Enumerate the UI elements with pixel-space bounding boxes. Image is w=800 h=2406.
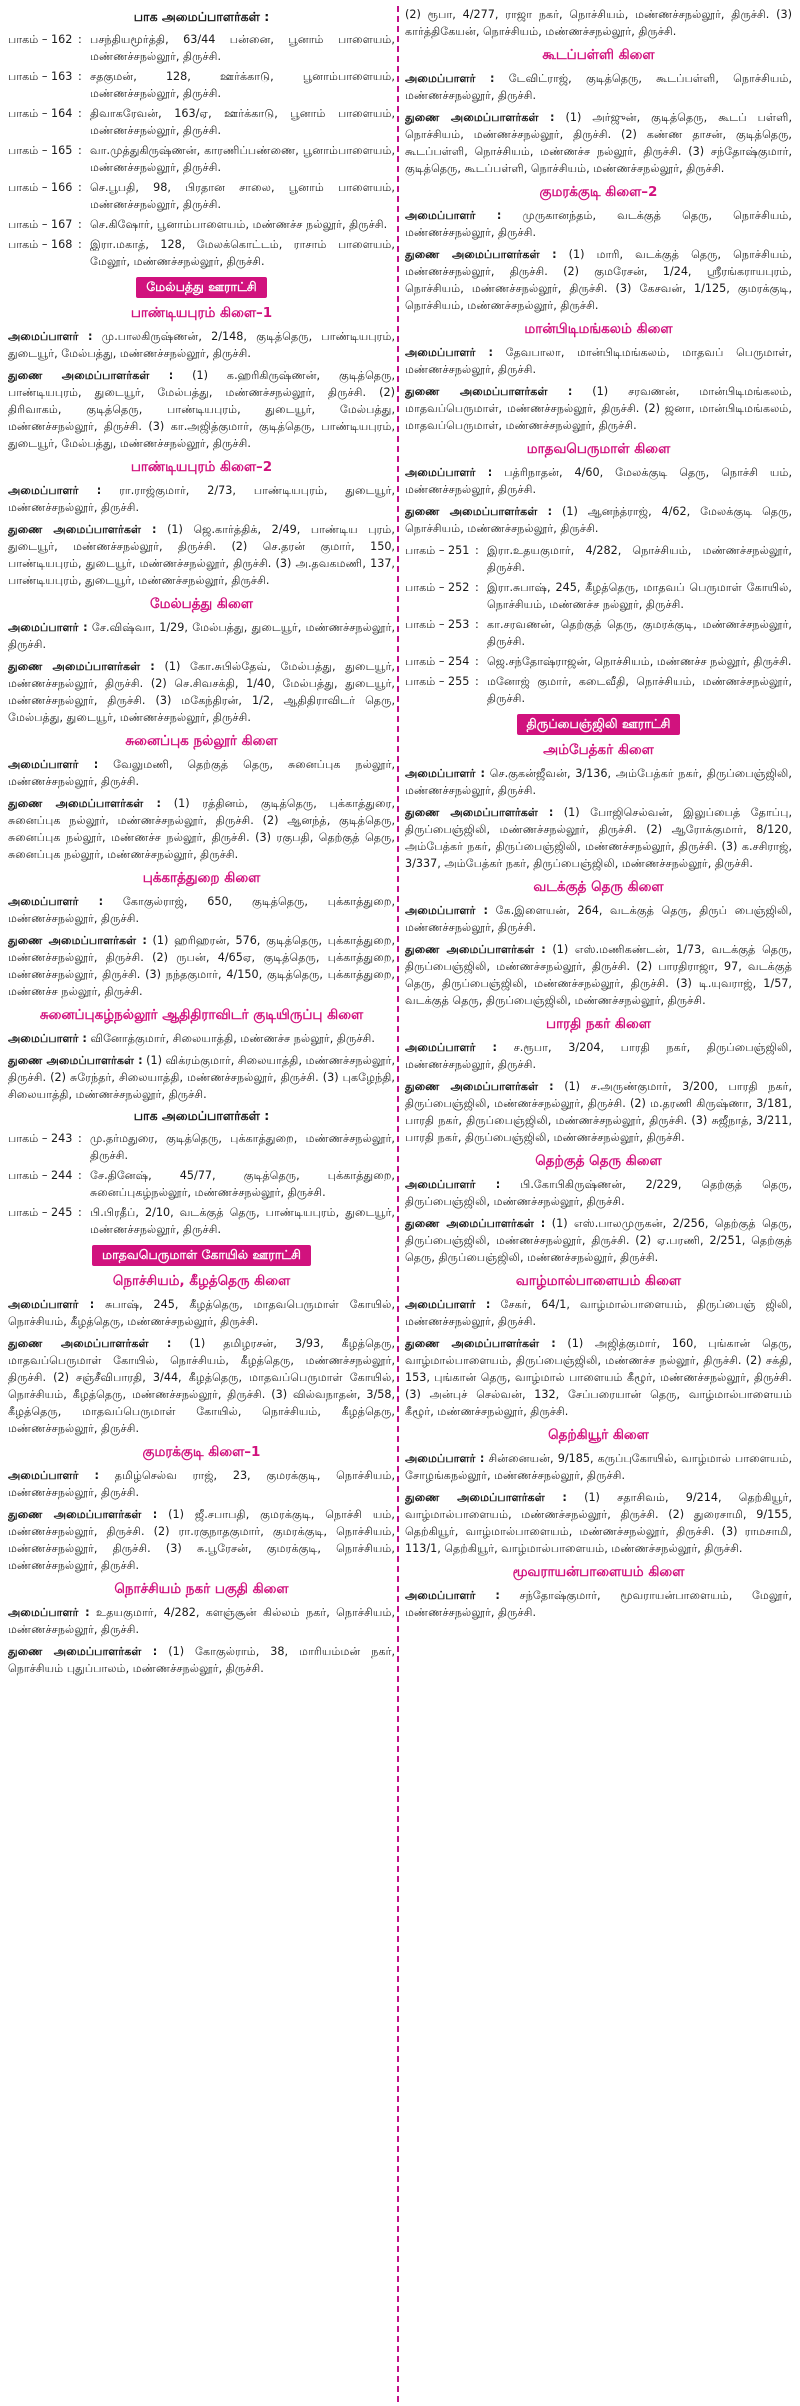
organizer-text: வேலுமணி, தெற்குத் தெரு, சுனைப்புக நல்லூர், மண்ணச்சநல்லூர், திருச்சி. bbox=[8, 758, 395, 788]
deputy-entry bbox=[8, 1506, 395, 1574]
organizer-text: ச.ரூபா, 3/204, பாரதி நகர், திருப்பைஞ்ஜிலி, மண்ணச்சநல்லூர், திருச்சி. bbox=[405, 1041, 792, 1071]
deputy-entry bbox=[405, 1078, 792, 1146]
organizer-label: அமைப்பாளர் : bbox=[405, 904, 488, 917]
booth-section-heading: பாக அமைப்பாளர்கள் : bbox=[133, 9, 270, 24]
deputy-entry bbox=[8, 521, 395, 589]
booth-number: பாகம் – 168 bbox=[8, 238, 73, 251]
branch-title: அம்பேத்கர் கிளை bbox=[543, 742, 654, 758]
deputy-entry bbox=[405, 246, 792, 314]
booth-organizer: ஜெ.சந்தோஷ்ராஜன், நொச்சியம், மண்ணச்ச நல்லூர், திருச்சி. bbox=[487, 655, 792, 668]
organizer-label: அமைப்பாளர் : bbox=[405, 346, 493, 359]
organizer-text: உதயகுமார், 4/282, களஞ்சூன் கில்லம் நகர், நொச்சியம், மண்ணச்சநல்லூர், திருச்சி. bbox=[8, 1606, 395, 1636]
organizer-entry bbox=[8, 619, 395, 653]
booth-number: பாகம் – 164 bbox=[8, 107, 73, 120]
deputy-label: துணை அமைப்பாளர்கள் : bbox=[405, 248, 557, 261]
organizer-text: செ.குகன்ஜீவன், 3/136, அம்பேத்கர் நகர், திருப்பைஞ்ஜிலி, மண்ணச்சநல்லூர், திருச்சி. bbox=[405, 767, 792, 797]
organizer-text: சே.விஷ்வா, 1/29, மேல்பத்து, துடையூர், மண்ணச்சநல்லூர், திருச்சி. bbox=[8, 621, 395, 651]
deputy-label: துணை அமைப்பாளர்கள் : bbox=[405, 1491, 567, 1504]
deputy-text: (1) போஜிசெல்வன், இலுப்பைத் தோப்பு, திருப்பைஞ்ஜிலி, மண்ணச்சநல்லூர், திருச்சி. (2) ஆரோக்குமார், 8/120, அம்பேத்கர் நகர், திருப்பைஞ்ஜிலி, மண்ணச்சநல்லூர், திருச்சி. (3) க.சசிராஜ், 3/337, அம்பேத்கர் நகர், திருப்பைஞ்ஜிலி, மண்ணச்சநல்லூர், திருச்சி. bbox=[405, 806, 792, 870]
deputy-label: துணை அமைப்பாளர்கள் : bbox=[8, 934, 147, 947]
deputy-label: துணை அமைப்பாளர்கள் : bbox=[8, 1337, 172, 1350]
booth-organizer: இரா.உதயகுமார், 4/282, நொச்சியம், மண்ணச்சநல்லூர், திருச்சி. bbox=[487, 544, 792, 574]
booth-separator: : bbox=[78, 33, 82, 46]
organizer-label: அமைப்பாளர் : bbox=[405, 1298, 491, 1311]
organizer-label: அமைப்பாளர் : bbox=[8, 484, 102, 497]
deputy-text: (1) தமிழரசன், 3/93, கீழத்தெரு, மாதவப்பெருமாள் கோயில், நொச்சியம், கீழத்தெரு, மண்ணச்சநல்லூர், திருச்சி. (2) சஞ்சீவிபாரதி, 3/44, கீழத்தெரு, மாதவப்பெருமாள் கோயில், நொச்சியம், கீழத்தெரு, மண்ணச்சநல்லூர், திருச்சி. (3) வில்வநாதன், 3/58, கீழத்தெரு, மாதவப்பெருமாள் கோயில், நொச்சியம், கீழத்தெரு, மண்ணச்சநல்லூர், திருச்சி. bbox=[8, 1337, 395, 1435]
deputy-label: துணை அமைப்பாளர்கள் : bbox=[405, 1080, 554, 1093]
booth-number: பாகம் – 167 bbox=[8, 218, 73, 231]
deputy-entry bbox=[405, 1215, 792, 1266]
organizer-entry bbox=[8, 1467, 395, 1501]
organizer-label: அமைப்பாளர் : bbox=[8, 1032, 87, 1045]
right-column bbox=[405, 6, 792, 2402]
organizer-label: அமைப்பாளர் : bbox=[405, 1452, 485, 1465]
deputy-text: (1) க.ஹரிகிருஷ்ணன், குடித்தெரு, பாண்டியபுரம், துடையூர், மேல்பத்து, மண்ணச்சநல்லூர், திருச்சி. (2) திரிவாகம், குடித்தெரு, பாண்டியபுரம், துடையூர், மேல்பத்து, மண்ணச்சநல்லூர், திருச்சி. (3) கா.அஜித்குமார், குடித்தெரு, பாண்டியபுரம், துடையூர், மேல்பத்து, மண்ணச்சநல்லூர், திருச்சி. bbox=[8, 369, 395, 450]
branch-title: பாரதி நகர் கிளை bbox=[546, 1016, 651, 1032]
deputy-text: (1) ஜீ.சபாபதி, குமரக்குடி, நொச்சி யம், மண்ணச்சநல்லூர், திருச்சி. (2) ரா.ரகுநாதகுமார், குமரக்குடி, நொச்சியம், மண்ணச்சநல்லூர், திருச்சி. (3) சு.பூரேசன், குமரக்குடி, நொச்சியம், மண்ணச்சநல்லூர், திருச்சி. bbox=[8, 1508, 395, 1572]
deputy-text: (1) சரவணன், மான்பிடிமங்கலம், மாதவப்பெருமாள், மண்ணச்சநல்லூர், திருச்சி. (2) ஜனா, மான்பிடிமங்கலம், மாதவப்பெருமாள், மண்ணச்சநல்லூர், திருச்சி. bbox=[405, 385, 792, 432]
organizer-text: பி.கோபிகிருஷ்ணன், 2/229, தெற்குத் தெரு, திருப்பைஞ்ஜிலி, மண்ணச்சநல்லூர், திருச்சி. bbox=[405, 1178, 792, 1208]
deputy-text: (1) ஹரிஹரன், 576, குடித்தெரு, புக்காத்துறை, மண்ணச்சநல்லூர், திருச்சி. (2) ருபன், 4/65ஏ, குடித்தெரு, புக்காத்துறை, மண்ணச்சநல்லூர், திருச்சி. (3) நந்தகுமார், 4/150, குடித்தெரு, புக்காத்துறை, மண்ணச்ச நல்லூர், திருச்சி. bbox=[8, 934, 395, 998]
organizer-entry bbox=[405, 344, 792, 378]
organizer-text: தமிழ்செல்வ ராஜ், 23, குமரக்குடி, நொச்சியம், மண்ணச்சநல்லூர், திருச்சி. bbox=[8, 1469, 395, 1499]
organizer-entry bbox=[405, 464, 792, 498]
organizer-label: அமைப்பாளர் : bbox=[405, 209, 502, 222]
booth-row bbox=[405, 616, 792, 650]
organizer-entry bbox=[405, 1450, 792, 1484]
booth-organizer: கா.சரவணன், தெற்குத் தெரு, குமரக்குடி, மண்ணச்சநல்லூர், திருச்சி. bbox=[487, 618, 792, 648]
deputy-entry bbox=[405, 503, 792, 537]
organizer-label: அமைப்பாளர் : bbox=[405, 72, 495, 85]
booth-organizer: சே.தினேஷ், 45/77, குடித்தெரு, புக்காத்துறை, சுனைப்புகழ்நல்லூர், மண்ணச்சநல்லூர், திருச்சி. bbox=[90, 1169, 395, 1199]
deputy-text: (1) கோகுல்ராம், 38, மாரியம்மன் நகர், நொச்சியம் புதுப்பாலம், மண்ணச்சநல்லூர், திருச்சி. bbox=[8, 1645, 395, 1675]
organizer-entry bbox=[8, 328, 395, 362]
branch-title: வாழ்மால்பாளையம் கிளை bbox=[515, 1273, 682, 1289]
booth-row bbox=[8, 179, 395, 213]
panchayat-label: மாதவபெருமாள் கோயில் ஊராட்சி bbox=[92, 1245, 311, 1266]
branch-title: குமரக்குடி கிளை–2 bbox=[539, 184, 658, 200]
deputy-entry bbox=[405, 1335, 792, 1420]
organizer-text: வினோத்குமார், சிலையாத்தி, மண்ணச்ச நல்லூர், திருச்சி. bbox=[90, 1032, 375, 1045]
booth-row bbox=[8, 105, 395, 139]
deputy-label: துணை அமைப்பாளர்கள் : bbox=[405, 806, 554, 819]
deputy-text: (1) எஸ்.பாலமுருகன், 2/256, தெற்குத் தெரு, திருப்பைஞ்ஜிலி, மண்ணச்சநல்லூர், திருச்சி. (2) ஏ.பரணி, 2/251, தெற்குத் தெரு, திருப்பைஞ்ஜிலி, மண்ணச்சநல்லூர், திருச்சி. bbox=[405, 1217, 792, 1264]
organizer-label: அமைப்பாளர் : bbox=[8, 758, 99, 771]
deputy-label: துணை அமைப்பாளர்கள் : bbox=[405, 385, 573, 398]
booth-separator: : bbox=[475, 675, 479, 688]
booth-row bbox=[405, 542, 792, 576]
deputy-entry bbox=[405, 109, 792, 177]
branch-title: புக்காத்துறை கிளை bbox=[142, 870, 261, 886]
deputy-text: (1) ரத்தினம், குடித்தெரு, புக்காத்துரை, சுனைப்புக நல்லூர், மண்ணச்சநல்லூர், திருச்சி. (2) ஆனந்த், குடித்தெரு, சுனைப்புக நல்லூர், மண்ணச்ச நல்லூர், திருச்சி. (3) ரகுபதி, தெற்குத் தெரு, சுனைப்புக நல்லூர், மண்ணச்சநல்லூர், திருச்சி. bbox=[8, 797, 395, 861]
organizer-text: சுபாஷ், 245, கீழத்தெரு, மாதவபெருமாள் கோயில், நொச்சியம், கீழத்தெரு, மண்ணச்சநல்லூர், திருச்சி. bbox=[8, 1298, 395, 1328]
organizer-text: பத்ரிநாதன், 4/60, மேலக்குடி தெரு, நொச்சி யம், மண்ணச்சநல்லூர், திருச்சி. bbox=[405, 466, 792, 496]
deputy-entry bbox=[8, 658, 395, 726]
deputy-label: துணை அமைப்பாளர்கள் : bbox=[8, 369, 174, 382]
panchayat-label: திருப்பைஞ்ஜிலி ஊராட்சி bbox=[517, 714, 681, 735]
branch-title: நொச்சியம், கீழத்தெரு கிளை bbox=[112, 1273, 291, 1289]
booth-number: பாகம் – 243 bbox=[8, 1132, 73, 1145]
deputy-text: (1) ச.அருண்குமார், 3/200, பாரதி நகர், திருப்பைஞ்ஜிலி, மண்ணச்சநல்லூர், திருச்சி. (2) ம.தரணி கிருஷ்ணா, 3/181, பாரதி நகர், திருப்பைஞ்ஜிலி, மண்ணச்சநல்லூர், திருச்சி. (3) சுஜீநாத், 3/211, பாரதி நகர், திருப்பைஞ்ஜிலி, மண்ணச்சநல்லூர், திருச்சி. bbox=[405, 1080, 792, 1144]
deputy-text: (1) எஸ்.மணிகண்டன், 1/73, வடக்குத் தெரு, திருப்பைஞ்ஜிலி, மண்ணச்சநல்லூர், திருச்சி. (2) பாரதிராஜா, 97, வடக்குத் தெரு, திருப்பைஞ்ஜிலி, மண்ணச்சநல்லூர், திருச்சி. (3) டி.யுவராஜ், 1/57, வடக்குத் தெரு, திருப்பைஞ்ஜிலி, மண்ணச்சநல்லூர், திருச்சி. bbox=[405, 943, 792, 1007]
deputy-text: (1) ஜெ.கார்த்திக், 2/49, பாண்டிய புரம், துடையூர், மண்ணச்சநல்லூர், திருச்சி. (2) செ.தரன் குமார், 150, பாண்டியபுரம், துடையூர், மண்ணச்சநல்லூர், திருச்சி. (3) அ.தவகமணி, 137, பாண்டியபுரம், துடையூர், மண்ணச்சநல்லூர், திருச்சி. bbox=[8, 523, 395, 587]
booth-organizer: மு.தர்மதுரை, குடித்தெரு, புக்காத்துறை, மண்ணச்சநல்லூர், திருச்சி. bbox=[90, 1132, 395, 1162]
organizer-entry bbox=[405, 1296, 792, 1330]
branch-title: மேல்பத்து கிளை bbox=[150, 596, 253, 612]
booth-number: பாகம் – 255 bbox=[405, 675, 470, 688]
panchayat-label: மேல்பத்து ஊராட்சி bbox=[136, 277, 266, 298]
booth-separator: : bbox=[78, 144, 82, 157]
deputy-entry bbox=[8, 1643, 395, 1677]
organizer-text: மு.பாலகிருஷ்ணன், 2/148, குடித்தெரு, பாண்டியபுரம், துடையூர், மேல்பத்து, மண்ணச்சநல்லூர், திருச்சி. bbox=[8, 330, 395, 360]
deputy-label: துணை அமைப்பாளர்கள் : bbox=[8, 523, 157, 536]
booth-row bbox=[8, 216, 395, 233]
booth-number: பாகம் – 163 bbox=[8, 70, 73, 83]
booth-organizer: இரா.சுபாஷ், 245, கீழத்தெரு, மாதவப் பெருமாள் கோயில், நொச்சியம், மண்ணச்ச நல்லூர், திருச்சி. bbox=[487, 581, 792, 611]
branch-title: குமரக்குடி கிளை–1 bbox=[142, 1444, 261, 1460]
deputy-entry bbox=[8, 932, 395, 1000]
organizer-entry bbox=[405, 1176, 792, 1210]
deputy-entry bbox=[405, 941, 792, 1009]
organizer-text: கோகுல்ராஜ், 650, குடித்தெரு, புக்காத்துறை, மண்ணச்சநல்லூர், திருச்சி. bbox=[8, 895, 395, 925]
deputy-label: துணை அமைப்பாளர்கள் : bbox=[405, 505, 553, 518]
booth-row bbox=[8, 142, 395, 176]
booth-separator: : bbox=[475, 618, 479, 631]
booth-organizer: பசந்தியமூர்த்தி, 63/44 பன்னை, பூனாம் பாளையம், மண்ணச்சநல்லூர், திருச்சி. bbox=[90, 33, 395, 63]
booth-separator: : bbox=[475, 655, 479, 668]
booth-section-heading: பாக அமைப்பாளர்கள் : bbox=[133, 1108, 270, 1123]
deputy-label: துணை அமைப்பாளர்கள் : bbox=[8, 1645, 158, 1658]
organizer-label: அமைப்பாளர் : bbox=[405, 466, 493, 479]
booth-row bbox=[8, 68, 395, 102]
branch-title: வடக்குத் தெரு கிளை bbox=[533, 879, 664, 895]
booth-organizer: திவாகரேவன், 163/ஏ, ஊர்க்காடு, பூனாம் பாளையம், மண்ணச்சநல்லூர், திருச்சி. bbox=[90, 107, 395, 137]
deputy-label: துணை அமைப்பாளர்கள் : bbox=[8, 1054, 143, 1067]
organizer-entry bbox=[8, 893, 395, 927]
booth-row bbox=[8, 31, 395, 65]
organizer-text: சின்னையன், 9/185, கருப்புகோயில், வாழ்மால் பாளையம், சோழங்கநல்லூர், மண்ணச்சநல்லூர், திருச்சி. bbox=[405, 1452, 792, 1482]
deputy-label: துணை அமைப்பாளர்கள் : bbox=[8, 1508, 158, 1521]
booth-separator: : bbox=[78, 1169, 82, 1182]
deputy-text: (1) ஆனந்த்ராஜ், 4/62, மேலக்குடி தெரு, நொச்சியம், மண்ணச்சநல்லூர், திருச்சி. bbox=[405, 505, 792, 535]
organizer-label: அமைப்பாளர் : bbox=[405, 1178, 501, 1191]
organizer-label: அமைப்பாளர் : bbox=[8, 621, 88, 634]
organizer-entry bbox=[405, 1039, 792, 1073]
continued-deputy-text: (2) ரூபா, 4/277, ராஜா நகர், நொச்சியம், மண்ணச்சநல்லூர், திருச்சி. (3) கார்த்திகேயன், நொச்சியம், மண்ணச்சநல்லூர், திருச்சி. bbox=[405, 8, 792, 38]
organizer-label: அமைப்பாளர் : bbox=[8, 330, 93, 343]
organizer-text: தேவபாலா, மான்பிடிமங்கலம், மாதவப் பெருமாள், மண்ணச்சநல்லூர், திருச்சி. bbox=[405, 346, 792, 376]
organizer-label: அமைப்பாளர் : bbox=[8, 1469, 99, 1482]
booth-separator: : bbox=[475, 544, 479, 557]
panchayat-heading bbox=[8, 1244, 395, 1266]
booth-separator: : bbox=[78, 218, 82, 231]
deputy-label: துணை அமைப்பாளர்கள் : bbox=[405, 943, 546, 956]
organizer-entry bbox=[405, 765, 792, 799]
organizer-entry bbox=[405, 902, 792, 936]
branch-title: பாண்டியபுரம் கிளை–1 bbox=[130, 305, 273, 321]
booth-organizer: செ.பூபதி, 98, பிரதான சாலை, பூனாம் பாளையம், மண்ணச்சநல்லூர், திருச்சி. bbox=[90, 181, 395, 211]
branch-title: மாதவபெருமாள் கிளை bbox=[526, 441, 671, 457]
organizer-entry bbox=[405, 207, 792, 241]
branch-title: தெற்கியூர் கிளை bbox=[548, 1427, 649, 1443]
booth-organizer: செ.கிஷோர், பூனாம்பாளையம், மண்ணச்ச நல்லூர், திருச்சி. bbox=[90, 218, 388, 231]
deputy-entry bbox=[8, 367, 395, 452]
booth-row bbox=[8, 1167, 395, 1201]
deputy-entry bbox=[8, 1335, 395, 1437]
deputy-label: துணை அமைப்பாளர்கள் : bbox=[405, 111, 555, 124]
booth-row bbox=[8, 1204, 395, 1238]
deputy-entry bbox=[8, 795, 395, 863]
deputy-entry bbox=[405, 1489, 792, 1557]
deputy-text: (1) மாரி, வடக்குத் தெரு, நொச்சியம், மண்ணச்சநல்லூர், திருச்சி. (2) குமரேசன், 1/24, ஸ்ரீரங்கராயபுரம், நொச்சியம், மண்ணச்சநல்லூர், திருச்சி. (3) கேசவன், 1/125, குமரக்குடி, நொச்சியம், மண்ணச்சநல்லூர், திருச்சி. bbox=[405, 248, 792, 312]
branch-title: பாண்டியபுரம் கிளை–2 bbox=[130, 459, 273, 475]
branch-title: தெற்குத் தெரு கிளை bbox=[535, 1153, 662, 1169]
organizer-label: அமைப்பாளர் : bbox=[405, 1589, 500, 1602]
deputy-label: துணை அமைப்பாளர்கள் : bbox=[8, 660, 155, 673]
deputy-entry bbox=[405, 804, 792, 872]
booth-row bbox=[405, 653, 792, 670]
booth-row bbox=[8, 236, 395, 270]
branch-title: சுனைப்புக நல்லூர் கிளை bbox=[125, 733, 278, 749]
booth-number: பாகம் – 165 bbox=[8, 144, 73, 157]
organizer-text: சந்தோஷ்குமார், மூவராயன்பாளையம், மேலூர், மண்ணச்சநல்லூர், திருச்சி. bbox=[405, 1589, 792, 1619]
organizer-label: அமைப்பாளர் : bbox=[8, 1606, 90, 1619]
booth-row bbox=[8, 1130, 395, 1164]
branch-title: கூடப்பள்ளி கிளை bbox=[542, 47, 655, 63]
organizer-text: ரா.ராஜ்குமார், 2/73, பாண்டியபுரம், துடையூர், மண்ணச்சநல்லூர், திருச்சி. bbox=[8, 484, 395, 514]
deputy-text: (1) அர்ஜுன், குடித்தெரு, கூடப் பள்ளி, நொச்சியம், மண்ணச்சநல்லூர், திருச்சி. (2) கண்ண தாசன், குடித்தெரு, கூடப்பள்ளி, நொச்சியம், மண்ணச்ச நல்லூர், திருச்சி. (3) சந்தோஷ்குமார், குடித்தெரு, கூடப்பள்ளி, நொச்சியம், மண்ணச்சநல்லூர், திருச்சி. bbox=[405, 111, 792, 175]
organizer-entry bbox=[8, 482, 395, 516]
booth-row bbox=[405, 673, 792, 707]
branch-title: மான்பிடிமங்கலம் கிளை bbox=[524, 321, 673, 337]
deputy-text: (1) சதாசிவம், 9/214, தெற்கியூர், வாழ்மால்பாளையம், மண்ணச்சநல்லூர், திருச்சி. (2) துரைசாமி, 9/155, தெற்கியூர், வாழ்மால்பாளையம், மண்ணச்சநல்லூர், திருச்சி. (3) ராமசாமி, 113/1, தெற்கியூர், வாழ்மால்பாளையம், மண்ணச்சநல்லூர், திருச்சி. bbox=[405, 1491, 792, 1555]
organizer-entry bbox=[8, 1296, 395, 1330]
booth-row bbox=[405, 579, 792, 613]
organizer-entry bbox=[405, 70, 792, 104]
booth-organizer: பி.பிரதீப், 2/10, வடக்குத் தெரு, பாண்டியபுரம், துடையூர், மண்ணச்சநல்லூர், திருச்சி. bbox=[90, 1206, 395, 1236]
booth-separator: : bbox=[78, 70, 82, 83]
deputy-entry bbox=[8, 1052, 395, 1103]
booth-organizer: இரா.மகாத், 128, மேலக்கொட்டம், ராசாம் பாளையம், மேலூர், மண்ணச்சநல்லூர், திருச்சி. bbox=[90, 238, 395, 268]
booth-organizer: மனோஜ் குமார், கடைவீதி, நொச்சியம், மண்ணச்சநல்லூர், திருச்சி. bbox=[487, 675, 792, 705]
organizer-label: அமைப்பாளர் : bbox=[405, 1041, 497, 1054]
deputy-entry bbox=[405, 383, 792, 434]
deputy-text: (1) அஜித்குமார், 160, புங்கான் தெரு, வாழ்மால்பாளையம், திருப்பைஞ்ஜிலி, மண்ணச்ச நல்லூர், திருச்சி. (2) சக்தி, 153, புங்கான் தெரு, வாழ்மால் பாளையம் கீழூர், மண்ணச்சநல்லூர், திருச்சி. (3) அன்புச் செல்வன், 132, சேப்பரையான் தெரு, வாழ்மால்பாளையம் கீழூர், மண்ணச்சநல்லூர், திருச்சி. bbox=[405, 1337, 792, 1418]
panchayat-heading bbox=[405, 713, 792, 735]
deputy-text: (1) விக்ரம்குமார், சிலையாத்தி, மண்ணச்சநல்லூர், திருச்சி. (2) சுரேந்தர், சிலையாத்தி, மண்ணச்சநல்லூர், திருச்சி. (3) புகழேந்தி, சிலையாத்தி, மண்ணச்சநல்லூர், திருச்சி. bbox=[8, 1054, 395, 1101]
column-divider bbox=[397, 6, 399, 2402]
booth-organizer: சதகுமன், 128, ஊர்க்காடு, பூனாம்பாளையம், மண்ணச்சநல்லூர், திருச்சி. bbox=[90, 70, 395, 100]
organizer-text: முருகானந்தம், வடக்குத் தெரு, நொச்சியம், மண்ணச்சநல்லூர், திருச்சி. bbox=[405, 209, 792, 239]
organizer-entry bbox=[8, 756, 395, 790]
branch-title: நொச்சியம் நகர் பகுதி கிளை bbox=[114, 1581, 289, 1597]
branch-title: சுனைப்புகழ்நல்லூர் ஆதிதிராவிடர் குடியிருப்பு கிளை bbox=[39, 1007, 364, 1023]
booth-organizer: வா.முத்துகிருஷ்ணன், காரணிப்பண்ணை, பூனாம்பாளையம், மண்ணச்சநல்லூர், திருச்சி. bbox=[90, 144, 395, 174]
organizer-entry bbox=[405, 1587, 792, 1621]
booth-number: பாகம் – 162 bbox=[8, 33, 73, 46]
booth-number: பாகம் – 166 bbox=[8, 181, 73, 194]
organizer-text: சேகர், 64/1, வாழ்மால்பாளையம், திருப்பைஞ் ஜிலி, மண்ணச்சநல்லூர், திருச்சி. bbox=[405, 1298, 792, 1328]
booth-separator: : bbox=[78, 1206, 82, 1219]
deputy-label: துணை அமைப்பாளர்கள் : bbox=[8, 797, 161, 810]
booth-number: பாகம் – 244 bbox=[8, 1169, 73, 1182]
organizer-label: அமைப்பாளர் : bbox=[8, 1298, 95, 1311]
booth-separator: : bbox=[78, 181, 82, 194]
organizer-text: கே.இளையன், 264, வடக்குத் தெரு, திருப் பைஞ்ஜிலி, மண்ணச்சநல்லூர், திருச்சி. bbox=[405, 904, 792, 934]
deputy-text: (1) கோ.சுபில்தேவ், மேல்பத்து, துடையூர், மண்ணச்சநல்லூர், திருச்சி. (2) செ.சிவசக்தி, 1/40, மேல்பத்து, துடையூர், மண்ணச்சநல்லூர், திருச்சி. (3) மகேந்திரன், 1/2, ஆதிதிராவிடர் தெரு, மேல்பத்து, துடையூர், மண்ணச்சநல்லூர், திருச்சி. bbox=[8, 660, 395, 724]
booth-number: பாகம் – 253 bbox=[405, 618, 470, 631]
organizer-label: அமைப்பாளர் : bbox=[405, 767, 485, 780]
booth-number: பாகம் – 245 bbox=[8, 1206, 73, 1219]
booth-separator: : bbox=[78, 238, 82, 251]
deputy-label: துணை அமைப்பாளர்கள் : bbox=[405, 1337, 556, 1350]
booth-separator: : bbox=[78, 1132, 82, 1145]
organizer-text: டேவிட்ராஜ், குடித்தெரு, கூடப்பள்ளி, நொச்சியம், மண்ணச்சநல்லூர், திருச்சி. bbox=[405, 72, 792, 102]
organizer-entry bbox=[8, 1604, 395, 1638]
booth-number: பாகம் – 254 bbox=[405, 655, 470, 668]
branch-title: மூவராயன்பாளையம் கிளை bbox=[512, 1564, 685, 1580]
organizer-entry bbox=[8, 1030, 395, 1047]
organizer-label: அமைப்பாளர் : bbox=[8, 895, 104, 908]
booth-separator: : bbox=[78, 107, 82, 120]
booth-separator: : bbox=[475, 581, 479, 594]
deputy-label: துணை அமைப்பாளர்கள் : bbox=[405, 1217, 546, 1230]
panchayat-heading bbox=[8, 276, 395, 298]
booth-number: பாகம் – 252 bbox=[405, 581, 470, 594]
left-column bbox=[8, 6, 395, 2402]
booth-number: பாகம் – 251 bbox=[405, 544, 470, 557]
